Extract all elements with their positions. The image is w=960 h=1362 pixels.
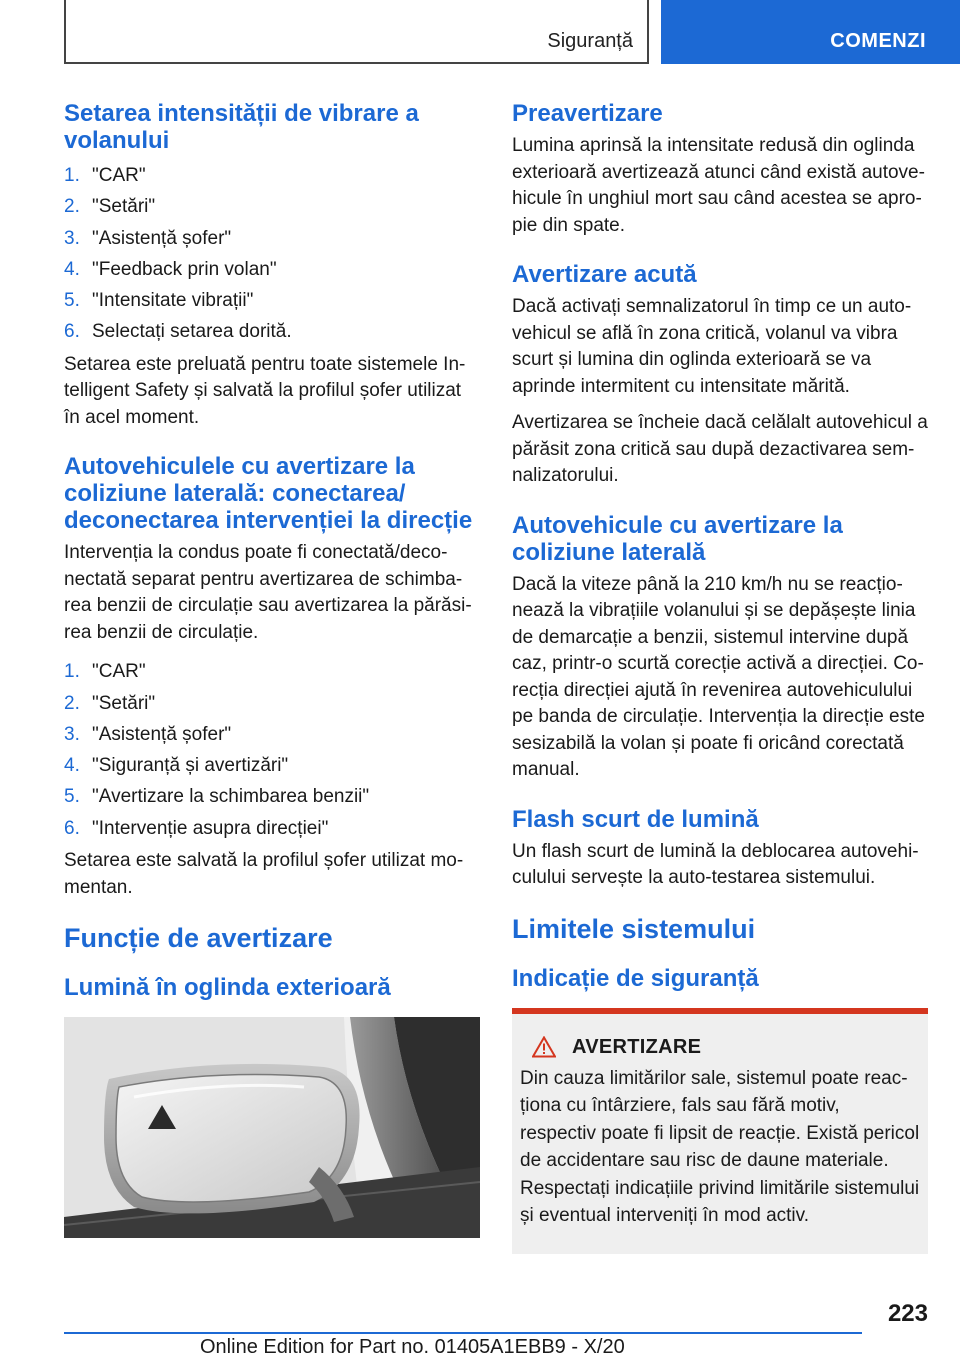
list-item: 5. "Avertizare la schimbarea benzii": [64, 786, 370, 808]
subsection-title-safety-note: Indicație de siguranță: [512, 964, 759, 992]
list-item: 1. "CAR": [64, 165, 146, 186]
paragraph-vibration-note: Setarea este preluată pentru toate sistemele Intelligent Safety și salvată la profilul șofer utilizat în acel moment.: [64, 353, 466, 428]
paragraph-side-collision-note: Setarea este salvată la profilul șofer utilizat momentan.: [64, 850, 464, 898]
list-item: 6. Selectați setarea dorită.: [64, 321, 292, 343]
list-item: 4. "Feedback prin volan": [64, 258, 277, 280]
subsection-title-mirror-light: Lumină în oglinda exterioară: [64, 974, 391, 1002]
list-item: 2. "Setări": [64, 692, 156, 714]
footer-edition: Online Edition for Part no. 01405A1EBB9 - X/20: [200, 1336, 625, 1358]
subsection-title-acute-warning: Avertizare acută: [512, 261, 697, 288]
right-column: [512, 100, 928, 1254]
warning-label: AVERTIZARE: [572, 1035, 702, 1058]
paragraph-acute-warning-1: Dacă activați semnalizatorul în timp ce un autovehicul se află în zona critică, volanul va vibra scurt și lumina din oglinda exterioară se va aprinde intermitent cu intensitate mărită.: [512, 296, 912, 397]
mirror-illustration: [64, 1017, 480, 1238]
section-title-vibration: Setarea intensității de vibrare a volanului: [64, 100, 419, 154]
section-title-side-collision: Autovehiculele cu avertizare la coliziune laterală: conectarea/ deconectarea intervenției la direcție: [64, 453, 473, 535]
header-chapter-label: COMENZI: [830, 30, 926, 52]
list-item: 1. "CAR": [64, 661, 146, 683]
subsection-title-prewarning: Preavertizare: [512, 100, 663, 127]
left-column: [64, 100, 480, 1238]
list-item: 3. "Asistență șofer": [64, 227, 232, 249]
list-item: 6. "Intervenție asupra direcției": [64, 817, 329, 839]
list-item: 5. "Intensitate vibrații": [64, 290, 254, 312]
page-number: 223: [887, 1300, 928, 1327]
header-section-label: Siguranță: [547, 30, 633, 52]
side-mirror-image: [64, 1017, 480, 1238]
paragraph-prewarning: Lumina aprinsă la intensitate redusă din oglinda exterioară avertizează atunci când există autovehicule în unghiul mort sau când acestea se apropie din spate.: [512, 135, 925, 236]
header-chapter-tab: [661, 0, 960, 64]
section-title-warning-function: Funcție de avertizare: [64, 923, 333, 954]
header-section-tab: [64, 0, 649, 64]
warning-text: Din cauza limitărilor sale, sistemul poate reacționa cu întârziere, fals sau fără motiv, respectiv poate fi lipsit de reacție. Există pericol de accidentare sau risc de daune materiale. Respectați indicațiile privind limitările sistemului și eventual interveniți în mod activ.: [520, 1067, 920, 1226]
warning-triangle-icon: [532, 1036, 556, 1058]
subsection-title-side-collision: Autovehicule cu avertizare la coliziune laterală: [512, 511, 843, 566]
steps-list-side-collision: [64, 656, 480, 844]
footer-divider: [64, 1332, 862, 1334]
paragraph-light-flash: Un flash scurt de lumină la deblocarea autovehiculului servește la auto-testarea sistemului.: [512, 840, 919, 888]
subsection-title-light-flash: Flash scurt de lumină: [512, 805, 759, 833]
paragraph-side-collision-intro: Intervenția la condus poate fi conectată/deconectată separat pentru avertizarea de schimbarea benzii de circulație sau avertizarea la părăsirea benzii de circulație.: [64, 542, 472, 643]
warning-box: [512, 1008, 928, 1254]
list-item: 3. "Asistență șofer": [64, 723, 232, 745]
warning-header: [520, 1036, 920, 1059]
list-item: 4. "Siguranță și avertizări": [64, 755, 289, 777]
steps-list-vibration: [64, 160, 480, 348]
paragraph-side-collision: Dacă la viteze până la 210 km/h nu se reacționează la vibrațiile volanului și se depășește linia de demarcație a benzii, sistemul intervine după caz, printr-o scurtă corecție activă a direcției. Corecția direcției ajută în revenirea autovehiculului pe banda de circulație. Intervenția la direcție este sesizabilă la volan și poate fi oricând corectată manual.: [512, 573, 925, 780]
paragraph-acute-warning-2: Avertizarea se încheie dacă celălalt autovehicul a părăsit zona critică sau după dezactivarea semnalizatorului.: [512, 412, 928, 486]
section-title-system-limits: Limitele sistemului: [512, 913, 756, 944]
list-item: 2. "Setări": [64, 196, 156, 218]
